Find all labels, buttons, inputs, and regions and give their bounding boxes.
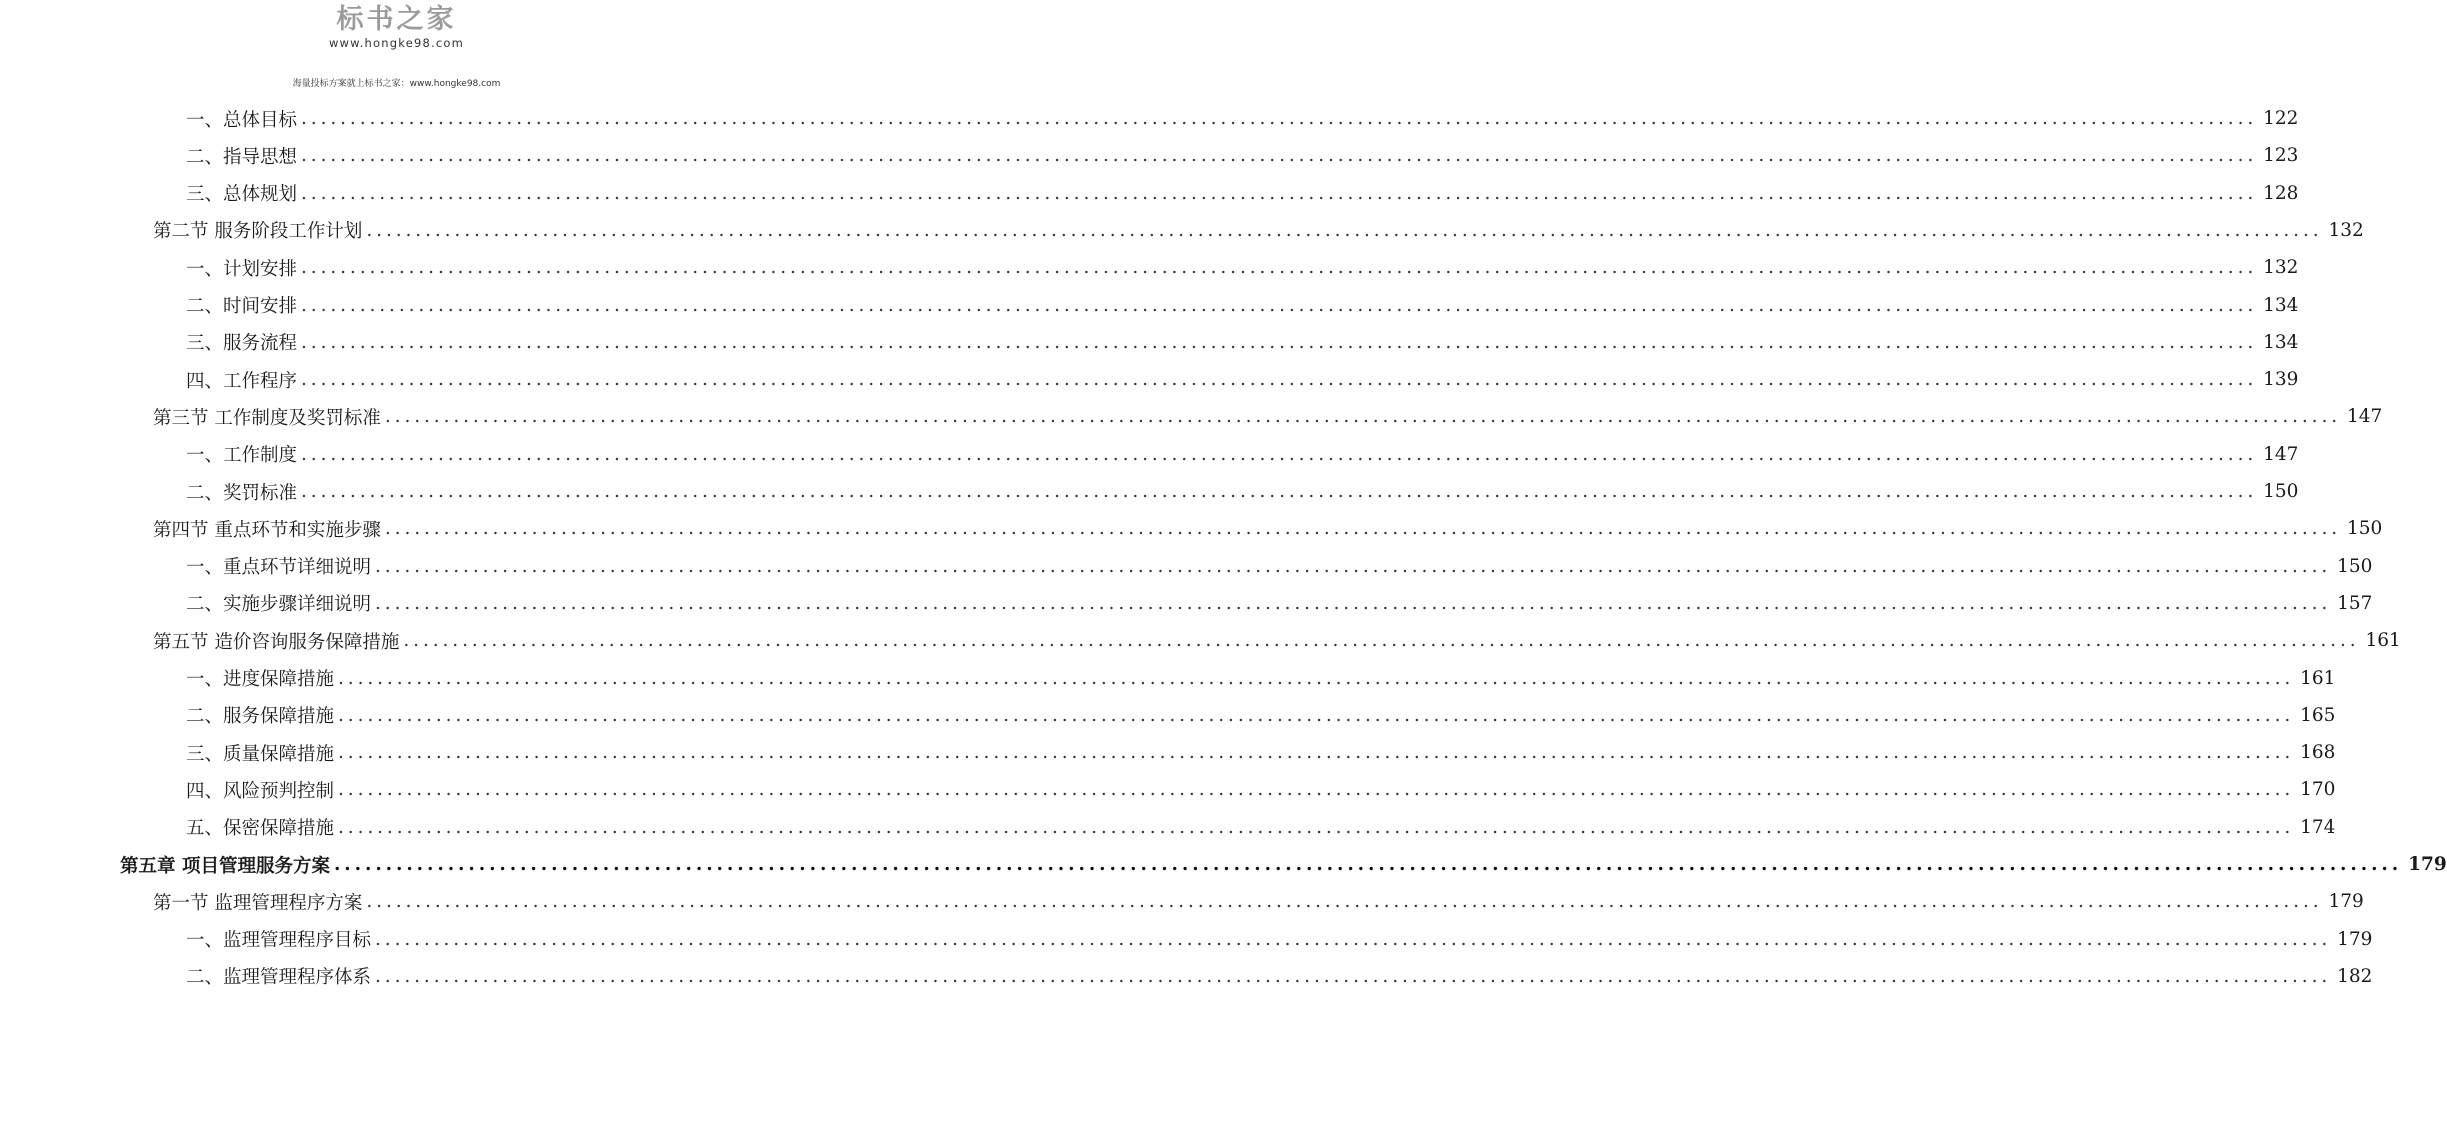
toc-subsection-entry[interactable] [186, 958, 2373, 995]
toc-entry-label: 四、工作程序 [186, 370, 298, 392]
site-logo [0, 4, 793, 50]
toc-subsection-entry[interactable] [186, 324, 2299, 361]
toc-section-entry[interactable] [153, 398, 2383, 435]
toc-entry-page-number: 179 [2328, 891, 2364, 913]
toc-dot-leader: ........................................................................................................................................................................................................ [403, 630, 2360, 652]
toc-entry-label: 二、指导思想 [186, 146, 298, 168]
toc-subsection-entry[interactable] [186, 734, 2336, 771]
toc-subsection-entry[interactable] [186, 921, 2373, 958]
toc-entry-label: 一、进度保障措施 [186, 669, 335, 690]
toc-entry-label: 第二节 服务阶段工作计划 [153, 221, 363, 243]
toc-entry-label: 三、质量保障措施 [186, 743, 335, 765]
toc-entry-page-number: 147 [2263, 443, 2299, 465]
toc-entry-page-number: 150 [2263, 481, 2299, 502]
toc-entry-page-number: 150 [2337, 555, 2373, 577]
toc-entry-page-number: 150 [2347, 518, 2383, 540]
toc-entry-label: 二、时间安排 [186, 296, 298, 317]
toc-dot-leader: ........................................................................................................................................................................................................ [338, 816, 2295, 838]
toc-dot-leader: ........................................................................................................................................................................................................ [301, 182, 2258, 204]
toc-subsection-entry[interactable] [186, 361, 2299, 398]
toc-entry-label: 五、保密保障措施 [186, 818, 335, 840]
toc-dot-leader: ........................................................................................................................................................................................................ [338, 779, 2295, 801]
toc-dot-leader: ........................................................................................................................................................................................................ [375, 928, 2332, 950]
logo-url: www.hongke98.com [328, 36, 465, 50]
toc-entry-label: 一、监理管理程序目标 [186, 930, 372, 952]
toc-subsection-entry[interactable] [186, 473, 2299, 510]
toc-subsection-entry[interactable] [186, 548, 2373, 585]
logo-title: 标书之家 [336, 4, 457, 35]
toc-entry-label: 第四节 重点环节和实施步骤 [153, 519, 381, 541]
toc-entry-label: 二、奖罚标准 [186, 482, 298, 504]
toc-entry-page-number: 165 [2300, 704, 2336, 726]
toc-entry-page-number: 161 [2365, 630, 2401, 652]
toc-entry-label: 第五章 项目管理服务方案 [120, 855, 330, 877]
toc-section-entry[interactable] [153, 510, 2383, 547]
toc-subsection-entry[interactable] [186, 100, 2299, 137]
toc-subsection-entry[interactable] [186, 585, 2373, 622]
toc-section-entry[interactable] [153, 622, 2401, 659]
toc-dot-leader: ........................................................................................................................................................................................................ [384, 406, 2342, 428]
toc-subsection-entry[interactable] [186, 137, 2299, 174]
toc-entry-page-number: 174 [2300, 816, 2336, 838]
toc-entry-label: 第三节 工作制度及奖罚标准 [153, 407, 381, 429]
toc-entry-page-number: 157 [2337, 592, 2373, 614]
toc-dot-leader: ........................................................................................................................................................................................................ [301, 481, 2258, 502]
toc-entry-label: 第五节 造价咨询服务保障措施 [153, 631, 400, 653]
toc-entry-label: 一、重点环节详细说明 [186, 557, 372, 579]
toc-dot-leader: ........................................................................................................................................................................................................ [338, 667, 2295, 689]
toc-subsection-entry[interactable] [186, 249, 2299, 286]
toc-entry-page-number: 139 [2263, 369, 2299, 391]
toc-dot-leader: ........................................................................................................................................................................................................ [338, 742, 2295, 764]
toc-entry-page-number: 182 [2337, 965, 2373, 987]
toc-dot-leader: ........................................................................................................................................................................................................ [366, 219, 2323, 241]
toc-dot-leader: ........................................................................................................................................................................................................ [301, 294, 2258, 316]
toc-entry-page-number: 122 [2263, 108, 2299, 129]
toc-entry-label: 二、服务保障措施 [186, 706, 335, 728]
toc-subsection-entry[interactable] [186, 436, 2299, 473]
toc-entry-page-number: 132 [2263, 257, 2299, 279]
toc-entry-page-number: 147 [2347, 406, 2383, 428]
toc-subsection-entry[interactable] [186, 175, 2299, 212]
toc-dot-leader: ........................................................................................................................................................................................................ [375, 592, 2332, 614]
toc-entry-page-number: 132 [2328, 219, 2364, 241]
toc-dot-leader: ........................................................................................................................................................................................................ [301, 145, 2258, 167]
toc-section-entry[interactable] [153, 212, 2364, 249]
toc-subsection-entry[interactable] [186, 809, 2336, 846]
toc-subsection-entry[interactable] [186, 287, 2299, 324]
toc-entry-label: 一、总体目标 [186, 109, 298, 131]
toc-section-entry[interactable] [153, 883, 2364, 920]
toc-dot-leader: ........................................................................................................................................................................................................ [384, 518, 2342, 540]
toc-dot-leader: ........................................................................................................................................................................................................ [338, 704, 2295, 726]
toc-dot-leader: ........................................................................................................................................................................................................ [301, 369, 2258, 391]
toc-dot-leader: ........................................................................................................................................................................................................ [301, 257, 2258, 279]
toc-dot-leader: ........................................................................................................................................................................................................ [301, 443, 2258, 465]
toc-entry-label: 一、计划安排 [186, 258, 298, 280]
toc-dot-leader: ........................................................................................................................................................................................................ [375, 965, 2332, 987]
toc-entry-label: 二、监理管理程序体系 [186, 967, 372, 989]
toc-subsection-entry[interactable] [186, 771, 2336, 808]
toc-entry-page-number: 134 [2263, 294, 2299, 316]
toc-entry-label: 三、总体规划 [186, 184, 298, 206]
toc-dot-leader: ........................................................................................................................................................................................................ [366, 891, 2323, 913]
toc-entry-page-number: 161 [2300, 667, 2336, 689]
toc-entry-page-number: 170 [2300, 779, 2336, 801]
toc-entry-label: 第一节 监理管理程序方案 [153, 892, 363, 914]
toc-entry-page-number: 168 [2300, 742, 2336, 764]
toc-entry-page-number: 179 [2408, 854, 2447, 875]
toc-entry-label: 一、工作制度 [186, 445, 298, 467]
toc-dot-leader: ........................................................................................................................................................................................................ [375, 555, 2332, 577]
toc-entry-page-number: 128 [2263, 182, 2299, 204]
toc-entry-page-number: 179 [2337, 928, 2373, 950]
toc-dot-leader: ........................................................................................................................................................................................................ [301, 108, 2258, 129]
toc-chapter-entry[interactable] [120, 846, 2447, 883]
header-note: 海量投标方案就上标书之家：www.hongke98.com [292, 79, 501, 89]
toc-subsection-entry[interactable] [186, 660, 2336, 697]
toc-dot-leader: ........................................................................................................................................................................................................ [333, 854, 2403, 875]
toc-entry-page-number: 123 [2263, 145, 2299, 167]
toc-dot-leader: ........................................................................................................................................................................................................ [301, 331, 2258, 353]
toc-subsection-entry[interactable] [186, 697, 2336, 734]
toc-entry-label: 四、风险预判控制 [186, 780, 335, 802]
toc-entry-label: 三、服务流程 [186, 333, 298, 355]
toc-entry-page-number: 134 [2263, 331, 2299, 353]
toc-entry-label: 二、实施步骤详细说明 [186, 594, 372, 616]
